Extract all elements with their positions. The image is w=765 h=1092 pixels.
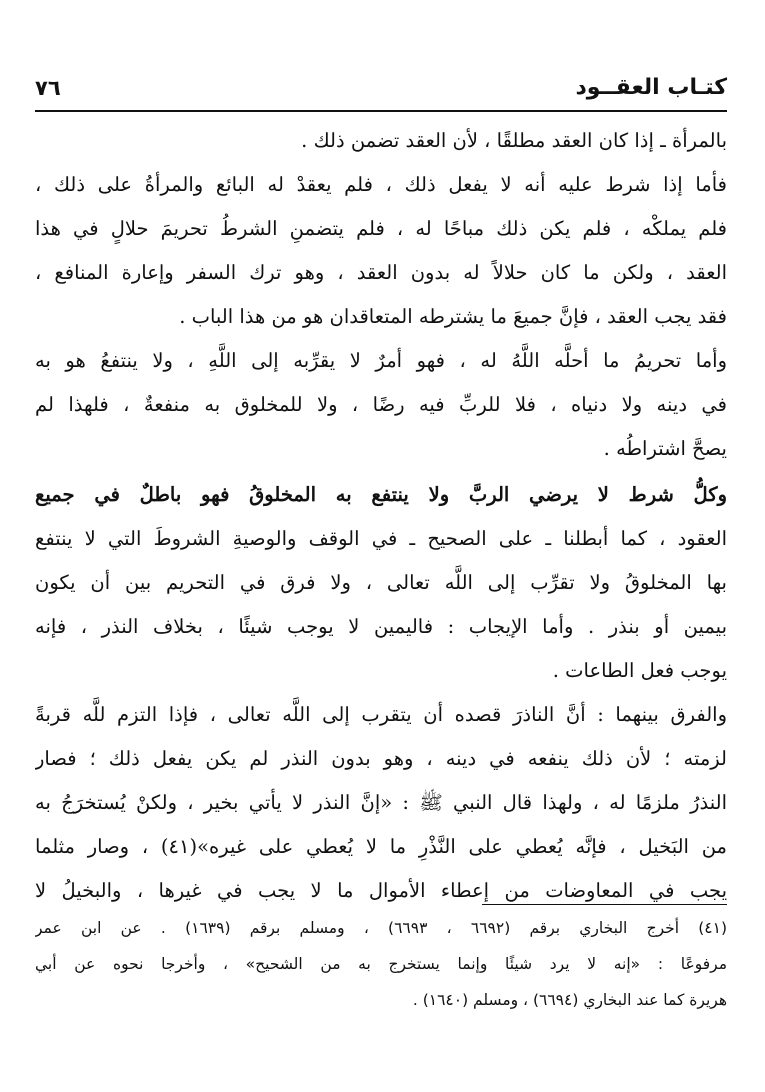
footnote-rule <box>482 904 727 905</box>
running-title: كتـاب العقــود <box>575 75 727 100</box>
body-line: يجب في المعاوضات من إعطاء الأموال ما لا يجب في غيرها ، والبخيلُ لا <box>35 879 727 902</box>
body-line: فأما إذا شرط عليه أنه لا يفعل ذلك ، فلم يعقدْ له البائع والمرأةُ على ذلك ، <box>35 173 727 196</box>
body-line: بها المخلوقُ ولا تقرِّب إلى اللَّه تعالى ، ولا فرق في التحريم بين أن يكون <box>35 571 727 594</box>
body-line: والفرق بينهما : أنَّ الناذرَ قصده أن يتقرب إلى اللَّه تعالى ، فإذا التزم للَّه قربةً <box>35 703 727 726</box>
body-line: بيمين أو بنذر . وأما الإيجاب : فاليمين لا يوجب شيئًا ، بخلاف النذر ، فإنه <box>35 615 727 638</box>
body-line: العقود ، كما أبطلنا ـ على الصحيح ـ في الوقف والوصيةِ الشروطَ التي لا ينتفع <box>35 527 727 550</box>
body-line: لزمته ؛ لأن ذلك ينفعه في دينه ، وهو بدون النذر لم يكن يفعل ذلك ؛ فصار <box>35 747 727 770</box>
body-line: بالمرأة ـ إذا كان العقد مطلقًا ، لأن العقد تضمن ذلك . <box>301 129 727 152</box>
body-line: وكلُّ شرط لا يرضي الربَّ ولا ينتفع به المخلوقُ فهو باطلٌ في جميع <box>35 483 727 506</box>
footnote-line: هريرة كما عند البخاري (٦٦٩٤) ، ومسلم (١٦٤٠) . <box>412 991 727 1009</box>
page-header <box>35 70 727 110</box>
body-line: من البَخيل ، فإنَّه يُعطي على النَّذْرِ ما لا يُعطي على غيره»(٤١) ، وصار مثلما <box>35 835 727 858</box>
body-line: في دينه ولا دنياه ، فلا للربِّ فيه رضًا ، ولا للمخلوق به منفعةٌ ، فلهذا لم <box>35 393 727 416</box>
body-line: يوجب فعل الطاعات . <box>552 659 727 682</box>
body-line: فقد يجب العقد ، فإنَّ جميعَ ما يشترطه المتعاقدان هو من هذا الباب . <box>179 305 727 328</box>
body-line: النذرُ ملزمًا له ، ولهذا قال النبي ﷺ : «إنَّ النذر لا يأتي بخير ، ولكنْ يُستخرَجُ به <box>35 791 727 814</box>
footnote-line: مرفوعًا : «إنه لا يرد شيئًا وإنما يستخرج به من الشحيح» ، وأخرجا نحوه عن أبي <box>35 955 727 973</box>
body-line: العقد ، ولكن ما كان حلالاً له بدون العقد ، وهو ترك السفر وإعارة المنافع ، <box>35 261 727 284</box>
page-number: ٧٦ <box>35 76 61 100</box>
header-rule <box>35 110 727 112</box>
footnote-line: (٤١) أخرج البخاري برقم (٦٦٩٢ ، ٦٦٩٣) ، ومسلم برقم (١٦٣٩) . عن ابن عمر <box>35 919 727 937</box>
body-line: فلم يملكْه ، فلم يكن ذلك مباحًا له ، فلم يتضمنِ الشرطُ تحريمَ حلالٍ في هذا <box>35 217 727 240</box>
body-line: وأما تحريمُ ما أحلَّه اللَّهُ له ، فهو أمرٌ لا يقرِّبه إلى اللَّهِ ، ولا ينتفعُ هو به <box>35 349 727 372</box>
body-line: يصحَّ اشتراطُه . <box>603 437 727 460</box>
